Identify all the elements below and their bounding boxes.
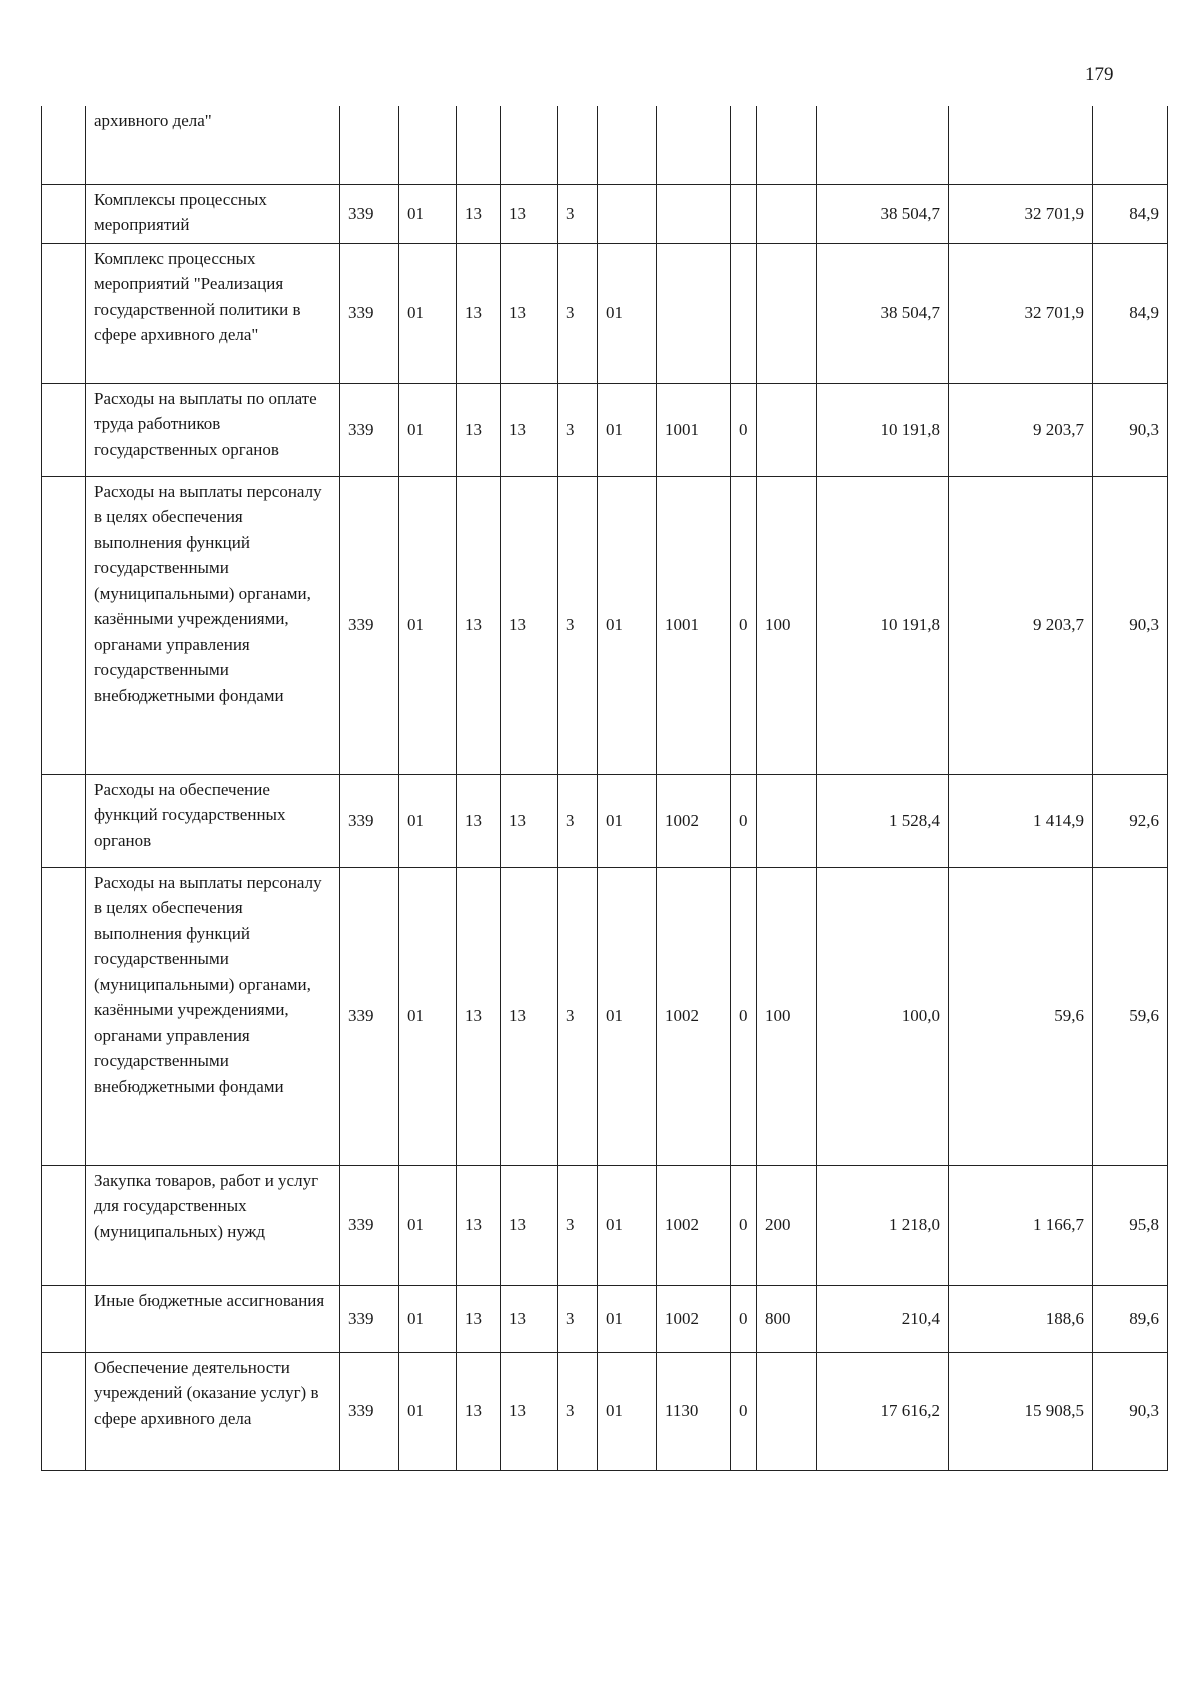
- vr-cell: 100: [757, 476, 817, 774]
- fact-cell: 188,6: [949, 1285, 1093, 1352]
- percent-cell: 92,6: [1093, 774, 1168, 867]
- csr-program-cell: [501, 106, 558, 184]
- plan-cell: 38 504,7: [817, 243, 949, 383]
- ved-cell: 339: [340, 383, 399, 476]
- row-number-cell: [42, 1352, 86, 1470]
- csr-direction-cell: 1001: [657, 383, 731, 476]
- rz-cell: 01: [399, 1285, 457, 1352]
- table-row: [42, 184, 1168, 243]
- pr-cell: 13: [457, 184, 501, 243]
- rz-cell: 01: [399, 774, 457, 867]
- percent-cell: 84,9: [1093, 243, 1168, 383]
- fact-cell: 59,6: [949, 867, 1093, 1165]
- vr-cell: [757, 383, 817, 476]
- vr-cell: [757, 774, 817, 867]
- csr-type-cell: 3: [558, 1285, 598, 1352]
- csr-complex-cell: 01: [598, 476, 657, 774]
- csr-program-cell: 13: [501, 476, 558, 774]
- csr-suffix-cell: 0: [731, 476, 757, 774]
- plan-cell: 10 191,8: [817, 383, 949, 476]
- expense-name-cell: Закупка товаров, работ и услуг для государственных (муниципальных) нужд: [86, 1165, 340, 1285]
- csr-type-cell: 3: [558, 867, 598, 1165]
- table-row: [42, 867, 1168, 1165]
- plan-cell: 38 504,7: [817, 184, 949, 243]
- csr-complex-cell: [598, 106, 657, 184]
- expense-name-cell: Комплексы процессных мероприятий: [86, 184, 340, 243]
- csr-program-cell: 13: [501, 243, 558, 383]
- ved-cell: 339: [340, 1285, 399, 1352]
- pr-cell: 13: [457, 383, 501, 476]
- csr-suffix-cell: [731, 243, 757, 383]
- csr-suffix-cell: 0: [731, 1285, 757, 1352]
- rz-cell: 01: [399, 383, 457, 476]
- csr-direction-cell: 1130: [657, 1352, 731, 1470]
- csr-type-cell: 3: [558, 1352, 598, 1470]
- expense-name-cell: Иные бюджетные ассигнования: [86, 1285, 340, 1352]
- csr-type-cell: 3: [558, 476, 598, 774]
- table-row: [42, 106, 1168, 184]
- table-row: [42, 243, 1168, 383]
- ved-cell: [340, 106, 399, 184]
- table-row: [42, 1285, 1168, 1352]
- rz-cell: 01: [399, 243, 457, 383]
- ved-cell: 339: [340, 867, 399, 1165]
- csr-complex-cell: 01: [598, 243, 657, 383]
- pr-cell: [457, 106, 501, 184]
- percent-cell: 59,6: [1093, 867, 1168, 1165]
- csr-direction-cell: 1002: [657, 1165, 731, 1285]
- ved-cell: 339: [340, 243, 399, 383]
- plan-cell: 100,0: [817, 867, 949, 1165]
- plan-cell: 17 616,2: [817, 1352, 949, 1470]
- budget-table-body: [42, 106, 1168, 1470]
- csr-complex-cell: 01: [598, 1285, 657, 1352]
- csr-type-cell: 3: [558, 243, 598, 383]
- csr-direction-cell: 1002: [657, 1285, 731, 1352]
- csr-program-cell: 13: [501, 184, 558, 243]
- csr-complex-cell: 01: [598, 1352, 657, 1470]
- csr-type-cell: 3: [558, 1165, 598, 1285]
- pr-cell: 13: [457, 1285, 501, 1352]
- fact-cell: 15 908,5: [949, 1352, 1093, 1470]
- rz-cell: 01: [399, 1352, 457, 1470]
- csr-direction-cell: 1002: [657, 774, 731, 867]
- percent-cell: 90,3: [1093, 1352, 1168, 1470]
- vr-cell: 200: [757, 1165, 817, 1285]
- ved-cell: 339: [340, 774, 399, 867]
- fact-cell: 1 166,7: [949, 1165, 1093, 1285]
- rz-cell: 01: [399, 1165, 457, 1285]
- budget-table: [41, 106, 1168, 1471]
- expense-name-cell: Расходы на обеспечение функций государственных органов: [86, 774, 340, 867]
- pr-cell: 13: [457, 774, 501, 867]
- ved-cell: 339: [340, 1352, 399, 1470]
- vr-cell: 100: [757, 867, 817, 1165]
- row-number-cell: [42, 184, 86, 243]
- table-row: [42, 774, 1168, 867]
- fact-cell: 9 203,7: [949, 383, 1093, 476]
- csr-complex-cell: 01: [598, 867, 657, 1165]
- percent-cell: 84,9: [1093, 184, 1168, 243]
- csr-suffix-cell: 0: [731, 1352, 757, 1470]
- table-row: [42, 1352, 1168, 1470]
- rz-cell: 01: [399, 867, 457, 1165]
- csr-suffix-cell: 0: [731, 383, 757, 476]
- csr-program-cell: 13: [501, 867, 558, 1165]
- percent-cell: 90,3: [1093, 383, 1168, 476]
- pr-cell: 13: [457, 1165, 501, 1285]
- vr-cell: [757, 184, 817, 243]
- row-number-cell: [42, 774, 86, 867]
- csr-program-cell: 13: [501, 1165, 558, 1285]
- plan-cell: 210,4: [817, 1285, 949, 1352]
- pr-cell: 13: [457, 476, 501, 774]
- csr-direction-cell: [657, 184, 731, 243]
- csr-program-cell: 13: [501, 1285, 558, 1352]
- csr-program-cell: 13: [501, 1352, 558, 1470]
- pr-cell: 13: [457, 867, 501, 1165]
- csr-program-cell: 13: [501, 383, 558, 476]
- percent-cell: 90,3: [1093, 476, 1168, 774]
- csr-type-cell: 3: [558, 184, 598, 243]
- expense-name-cell: Комплекс процессных мероприятий "Реализация государственной политики в сфере архивного дела": [86, 243, 340, 383]
- row-number-cell: [42, 106, 86, 184]
- fact-cell: 32 701,9: [949, 243, 1093, 383]
- table-row: [42, 1165, 1168, 1285]
- csr-direction-cell: [657, 243, 731, 383]
- table-row: [42, 383, 1168, 476]
- table-row: [42, 476, 1168, 774]
- csr-complex-cell: [598, 184, 657, 243]
- row-number-cell: [42, 1165, 86, 1285]
- csr-type-cell: 3: [558, 383, 598, 476]
- percent-cell: [1093, 106, 1168, 184]
- csr-suffix-cell: 0: [731, 867, 757, 1165]
- csr-suffix-cell: 0: [731, 774, 757, 867]
- csr-complex-cell: 01: [598, 383, 657, 476]
- row-number-cell: [42, 867, 86, 1165]
- percent-cell: 95,8: [1093, 1165, 1168, 1285]
- expense-name-cell: Расходы на выплаты персоналу в целях обеспечения выполнения функций государственными (муниципальными) органами, казёнными учреждениями, органами управления государственными внебюджетными фондами: [86, 476, 340, 774]
- row-number-cell: [42, 383, 86, 476]
- vr-cell: 800: [757, 1285, 817, 1352]
- vr-cell: [757, 106, 817, 184]
- csr-type-cell: 3: [558, 774, 598, 867]
- ved-cell: 339: [340, 1165, 399, 1285]
- row-number-cell: [42, 1285, 86, 1352]
- fact-cell: [949, 106, 1093, 184]
- fact-cell: 9 203,7: [949, 476, 1093, 774]
- page-number: 179: [1085, 64, 1114, 85]
- expense-name-cell: Расходы на выплаты по оплате труда работников государственных органов: [86, 383, 340, 476]
- fact-cell: 1 414,9: [949, 774, 1093, 867]
- plan-cell: 10 191,8: [817, 476, 949, 774]
- rz-cell: 01: [399, 476, 457, 774]
- ved-cell: 339: [340, 476, 399, 774]
- csr-suffix-cell: [731, 184, 757, 243]
- csr-suffix-cell: 0: [731, 1165, 757, 1285]
- plan-cell: [817, 106, 949, 184]
- csr-direction-cell: [657, 106, 731, 184]
- row-number-cell: [42, 476, 86, 774]
- ved-cell: 339: [340, 184, 399, 243]
- csr-type-cell: [558, 106, 598, 184]
- percent-cell: 89,6: [1093, 1285, 1168, 1352]
- plan-cell: 1 218,0: [817, 1165, 949, 1285]
- fact-cell: 32 701,9: [949, 184, 1093, 243]
- pr-cell: 13: [457, 243, 501, 383]
- csr-direction-cell: 1001: [657, 476, 731, 774]
- expense-name-cell: архивного дела": [86, 106, 340, 184]
- vr-cell: [757, 1352, 817, 1470]
- vr-cell: [757, 243, 817, 383]
- expense-name-cell: Расходы на выплаты персоналу в целях обеспечения выполнения функций государственными (муниципальными) органами, казёнными учреждениями, органами управления государственными внебюджетными фондами: [86, 867, 340, 1165]
- rz-cell: [399, 106, 457, 184]
- pr-cell: 13: [457, 1352, 501, 1470]
- expense-name-cell: Обеспечение деятельности учреждений (оказание услуг) в сфере архивного дела: [86, 1352, 340, 1470]
- csr-complex-cell: 01: [598, 774, 657, 867]
- row-number-cell: [42, 243, 86, 383]
- csr-direction-cell: 1002: [657, 867, 731, 1165]
- csr-suffix-cell: [731, 106, 757, 184]
- csr-complex-cell: 01: [598, 1165, 657, 1285]
- rz-cell: 01: [399, 184, 457, 243]
- csr-program-cell: 13: [501, 774, 558, 867]
- plan-cell: 1 528,4: [817, 774, 949, 867]
